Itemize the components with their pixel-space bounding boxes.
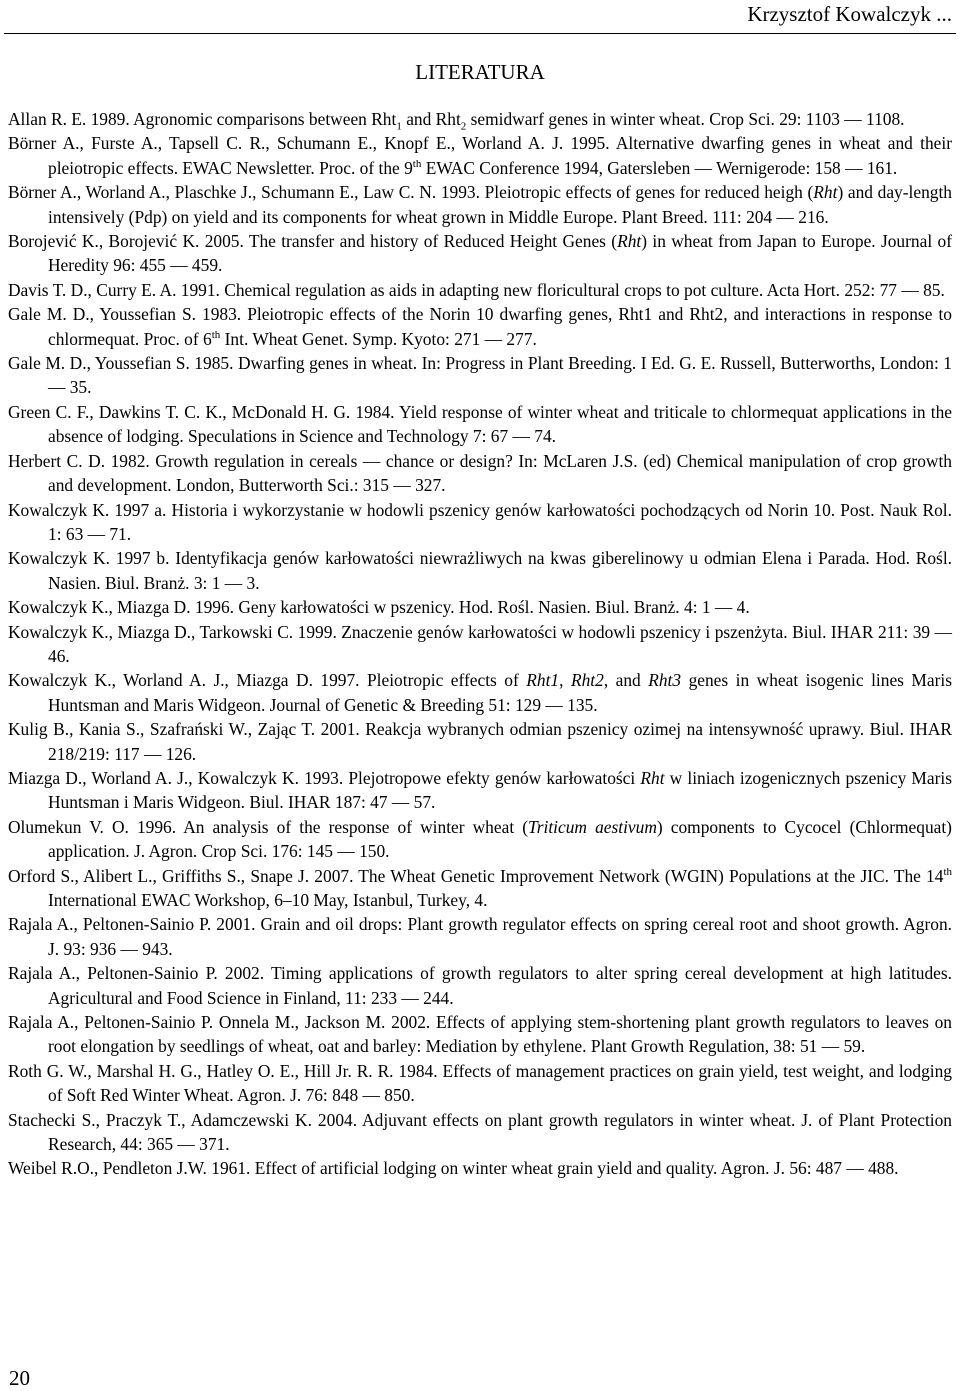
reference-text: Olumekun V. O. 1996. An analysis of the response of winter wheat ( (8, 816, 529, 837)
reference-text: Rajala A., Peltonen-Sainio P. Onnela M., Jackson M. 2002. Effects of applying stem-shortening plant growth regulators to leaves on root elongation by seedlings of wheat, oat and barley: Mediation by ethylene. Plant Growth Regulation, 38: 51 — 59. (8, 1012, 952, 1057)
reference-text: Kowalczyk K. 1997 b. Identyfikacja genów karłowatości niewrażliwych na kwas giberelinowy u odmian Elena i Parada. Hod. Rośl. Nasien. Biul. Branż. 3: 1 — 3. (8, 548, 952, 593)
italic-text: Rht (640, 767, 665, 788)
reference-text: , and (603, 670, 649, 691)
reference-text: Rajala A., Peltonen-Sainio P. 2001. Grain and oil drops: Plant growth regulator effects on spring cereal root and shoot growth. Agron. J. 93: 936 — 943. (8, 914, 952, 959)
reference-text: Kowalczyk K., Miazga D. 1996. Geny karłowatości w pszenicy. Hod. Rośl. Nasien. Biul. Branż. 4: 1 — 4. (8, 597, 750, 618)
reference-text: Börner A., Worland A., Plaschke J., Schumann E., Law C. N. 1993. Pleiotropic effects of genes for reduced heigh ( (8, 182, 814, 203)
reference-entry (8, 864, 952, 913)
reference-text: ) and day-length intensively (Pdp) on yield and its components for wheat grown in Middle Europe. Plant Breed. 111: 204 — 216. (48, 182, 952, 227)
header-rule (4, 33, 956, 34)
reference-text: Gale M. D., Youssefian S. 1983. Pleiotropic effects of the Norin 10 dwarfing genes, Rht1 and Rht2, and interactions in response to chlormequat. Proc. of 6 (8, 304, 952, 349)
reference-text: Weibel R.O., Pendleton J.W. 1961. Effect of artificial lodging on winter wheat grain yield and quality. Agron. J. 56: 487 — 488. (8, 1158, 899, 1179)
reference-text: Gale M. D., Youssefian S. 1985. Dwarfing genes in wheat. In: Progress in Plant Breeding. I Ed. G. E. Russell, Butterworths, London: 1 — 35. (8, 353, 952, 398)
reference-entry (8, 131, 952, 180)
reference-entry (8, 498, 952, 547)
reference-text: Börner A., Furste A., Tapsell C. R., Schumann E., Knopf E., Worland A. J. 1995. Alternative dwarfing genes in wheat and their pleiotropic effects. EWAC Newsletter. Proc. of the 9 (8, 133, 952, 178)
italic-text: Triticum aestivum (528, 816, 657, 837)
reference-text: semidwarf genes in winter wheat. Crop Sci. 29: 1103 — 1108. (466, 109, 905, 129)
reference-text: Borojević K., Borojević K. 2005. The transfer and history of Reduced Height Genes ( (8, 231, 618, 252)
reference-text: ) in wheat from Japan to Europe. Journal of Heredity 96: 455 — 459. (48, 231, 952, 276)
italic-text: Rht (617, 231, 642, 252)
reference-entry (8, 449, 952, 498)
reference-text: Roth G. W., Marshal H. G., Hatley O. E., Hill Jr. R. R. 1984. Effects of management practices on grain yield, test weight, and lodging of Soft Red Winter Wheat. Agron. J. 76: 848 — 850. (8, 1060, 952, 1106)
reference-text: Davis T. D., Curry E. A. 1991. Chemical regulation as aids in adapting new floricultural crops to pot culture. Acta Hort. 252: 77 — 85. (8, 279, 945, 300)
reference-entry (8, 229, 952, 278)
reference-entry (8, 595, 952, 619)
reference-entry (8, 351, 952, 400)
italic-text: Rht (813, 182, 838, 203)
reference-text: Kowalczyk K. 1997 a. Historia i wykorzystanie w hodowli pszenicy genów karłowatości pochodzących od Norin 10. Post. Nauk Rol. 1: 63 — 71. (8, 499, 952, 544)
reference-entry (8, 1059, 952, 1108)
reference-entry (8, 1108, 952, 1157)
reference-text: Herbert C. D. 1982. Growth regulation in cereals — chance or design? In: McLaren J.S. (ed) Chemical manipulation of crop growth and development. London, Butterworth Sci.: 315 — 327. (8, 450, 952, 496)
reference-entry (8, 546, 952, 595)
reference-entry (8, 620, 952, 669)
reference-entry (8, 400, 952, 449)
reference-text: Kulig B., Kania S., Szafrański W., Zając T. 2001. Reakcja wybranych odmian pszenicy ozimej na intensywność uprawy. Biul. IHAR 218/219: 117 — 126. (8, 719, 952, 764)
running-head: Krzysztof Kowalczyk ... (747, 2, 952, 26)
reference-text: Stachecki S., Praczyk T., Adamczewski K. 2004. Adjuvant effects on plant growth regulators in winter wheat. J. of Plant Protection Research, 44: 365 — 371. (8, 1109, 952, 1155)
reference-text: Kowalczyk K., Miazga D., Tarkowski C. 1999. Znaczenie genów karłowatości w hodowli pszenicy i pszenżyta. Biul. IHAR 211: 39 — 46. (8, 621, 952, 666)
reference-entry (8, 302, 952, 351)
section-title: LITERATURA (415, 60, 545, 84)
superscript: th (943, 865, 952, 878)
italic-text: Rht3 (648, 670, 682, 691)
reference-text: Miazga D., Worland A. J., Kowalczyk K. 1993. Plejotropowe efekty genów karłowatości (8, 767, 641, 788)
reference-text: Rajala A., Peltonen-Sainio P. 2002. Timing applications of growth regulators to alter spring cereal development at high latitudes. Agricultural and Food Science in Finland, 11: 233 — 244. (8, 963, 952, 1008)
reference-text: and Rht (401, 109, 461, 129)
reference-text: w liniach izogenicznych pszenicy Maris Huntsman i Maris Widgeon. Biul. IHAR 187: 47 — 57. (48, 767, 953, 813)
reference-text: ) components to Cycocel (Chlormequat) application. J. Agron. Crop Sci. 176: 145 — 150. (48, 816, 952, 862)
reference-list (8, 107, 952, 1181)
reference-text: International EWAC Workshop, 6–10 May, Istanbul, Turkey, 4. (48, 890, 488, 910)
reference-entry (8, 278, 952, 302)
reference-entry (8, 107, 952, 131)
italic-text: Rht2 (570, 670, 604, 691)
reference-entry (8, 912, 952, 961)
italic-text: Rht1 (526, 670, 560, 691)
reference-text: Kowalczyk K., Worland A. J., Miazga D. 1997. Pleiotropic effects of (8, 670, 527, 691)
reference-text: genes in wheat isogenic lines Maris Huntsman and Maris Widgeon. Journal of Genetic & Breeding 51: 129 — 135. (48, 670, 952, 715)
reference-entry (8, 180, 952, 229)
reference-text: Green C. F., Dawkins T. C. K., McDonald H. G. 1984. Yield response of winter wheat and triticale to chlormequat applications in the absence of lodging. Speculations in Science and Technology 7: 67 — 74. (8, 401, 952, 447)
page-number: 20 (9, 1366, 30, 1390)
reference-text: Orford S., Alibert L., Griffiths S., Snape J. 2007. The Wheat Genetic Improvement Network (WGIN) Populations at the JIC. The 14 (8, 865, 944, 886)
reference-text: Allan R. E. 1989. Agronomic comparisons between Rht (8, 109, 397, 129)
reference-entry (8, 961, 952, 1010)
superscript: th (211, 328, 221, 341)
reference-text: , (559, 670, 571, 691)
superscript: th (412, 158, 422, 171)
reference-entry (8, 1156, 952, 1180)
reference-entry (8, 766, 952, 815)
subscript: 2 (460, 120, 467, 133)
reference-text: Int. Wheat Genet. Symp. Kyoto: 271 — 277. (220, 328, 537, 349)
reference-entry (8, 1010, 952, 1059)
subscript: 1 (396, 120, 402, 133)
reference-entry (8, 815, 952, 864)
reference-text: EWAC Conference 1994, Gatersleben — Wernigerode: 158 — 161. (421, 157, 898, 178)
reference-entry (8, 717, 952, 766)
reference-entry (8, 668, 952, 717)
